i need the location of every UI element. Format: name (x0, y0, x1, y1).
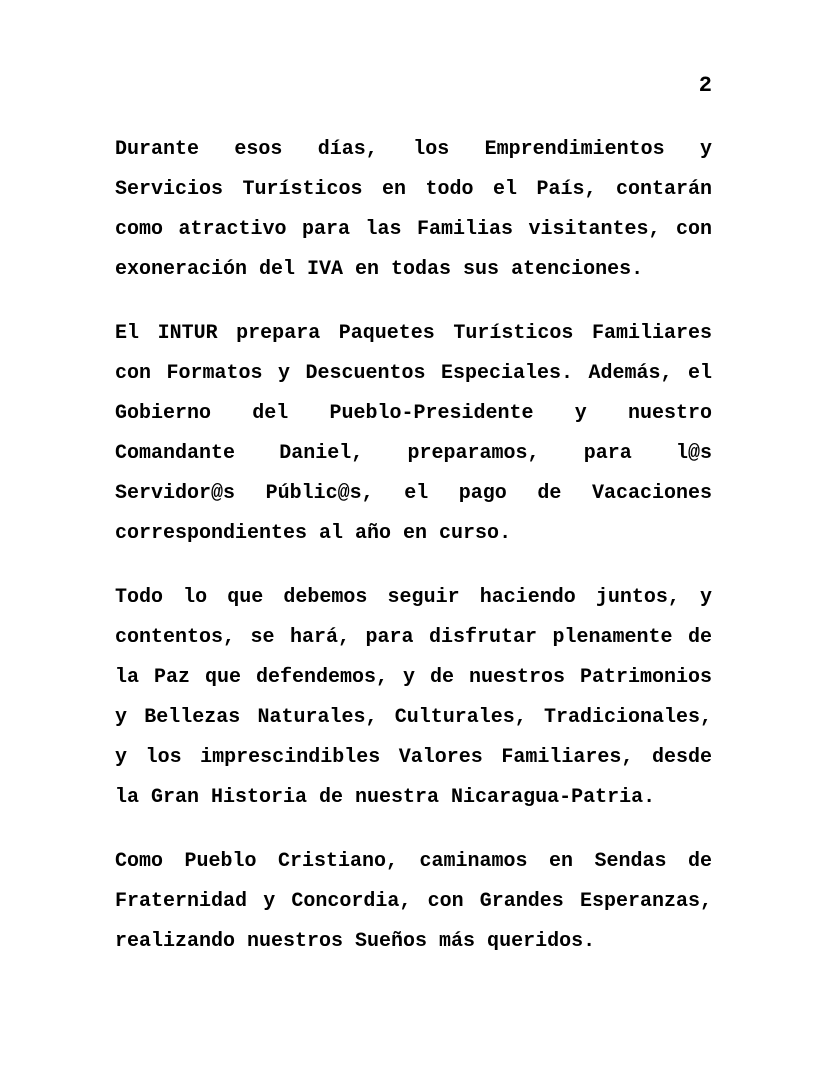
paragraph: Durante esos días, los Emprendimientos y Servicios Turísticos en todo el País, contarán como atractivo para las Familias visitantes, con exoneración del IVA en todas sus atenciones. (115, 138, 712, 281)
page-number: 2 (698, 73, 712, 98)
paragraph: El INTUR prepara Paquetes Turísticos Familiares con Formatos y Descuentos Especiales. Además, el Gobierno del Pueblo-Presidente y nuestro Comandante Daniel, preparamos, para l@s Servidor@s Públic@s, el pago de Vacaciones correspondientes al año en curso. (115, 322, 712, 545)
document-body (115, 130, 712, 962)
paragraph: Como Pueblo Cristiano, caminamos en Sendas de Fraternidad y Concordia, con Grandes Esperanzas, realizando nuestros Sueños más queridos. (115, 850, 712, 953)
paragraph: Todo lo que debemos seguir haciendo juntos, y contentos, se hará, para disfrutar plenamente de la Paz que defendemos, y de nuestros Patrimonios y Bellezas Naturales, Culturales, Tradicionales, y los imprescindibles Valores Familiares, desde la Gran Historia de nuestra Nicaragua-Patria. (115, 586, 712, 809)
